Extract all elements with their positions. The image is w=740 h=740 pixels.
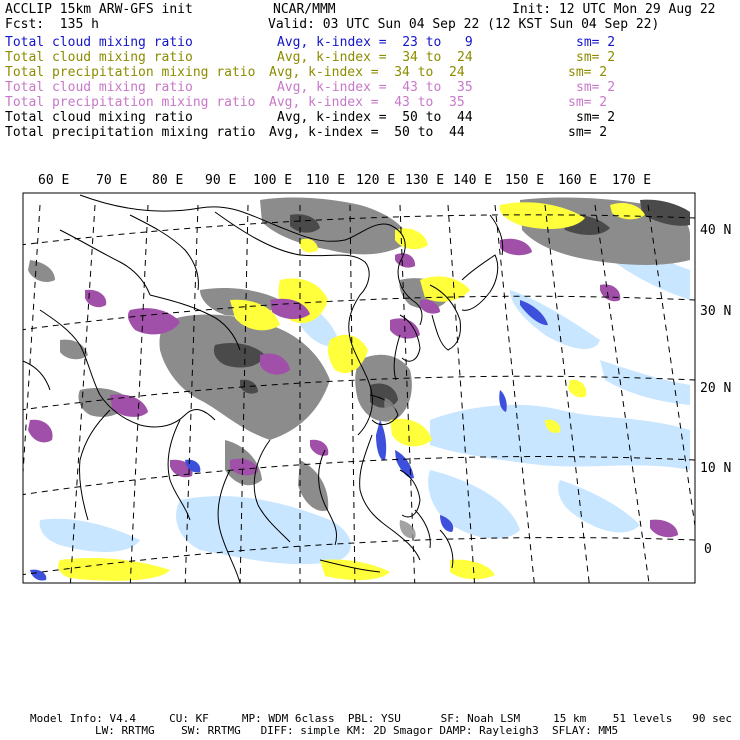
field-name: Total precipitation mixing ratio [5,65,256,80]
lon-label: 160 E [558,173,598,188]
model-info: Model Info: V4.4 CU: KF MP: WDM 6class PBL: YSU SF: Noah LSM 15 km 51 levels 90 sec [30,712,732,725]
org-label: NCAR/MMM [273,2,336,17]
field-sm: sm= 2 [576,35,616,50]
field-name: Total cloud mixing ratio [5,50,193,65]
lat-label: 20 N [700,381,732,396]
field-avg: Avg, k-index = 43 to 35 [277,80,473,95]
field-name: Total cloud mixing ratio [5,110,193,125]
field-avg: Avg, k-index = 50 to 44 [277,110,473,125]
field-name: Total precipitation mixing ratio [5,125,256,140]
lat-label: 0 [704,542,712,557]
field-sm: sm= 2 [568,95,608,110]
lon-label: 100 E [253,173,293,188]
lon-label: 130 E [405,173,445,188]
field-sm: sm= 2 [568,65,608,80]
lat-label: 10 N [700,461,732,476]
field-sm: sm= 2 [568,125,608,140]
field-avg: Avg, k-index = 34 to 24 [269,65,465,80]
physics-info: LW: RRTMG SW: RRTMG DIFF: simple KM: 2D Smagor DAMP: Rayleigh3 SFLAY: MM5 [95,724,619,737]
lon-label: 70 E [96,173,128,188]
field-name: Total cloud mixing ratio [5,35,193,50]
field-avg: Avg, k-index = 34 to 24 [277,50,473,65]
model-title: ACCLIP 15km ARW-GFS init [5,2,193,17]
lon-label: 60 E [38,173,70,188]
field-sm: sm= 2 [576,50,616,65]
field-avg: Avg, k-index = 50 to 44 [269,125,465,140]
lon-label: 110 E [306,173,346,188]
valid-time: Valid: 03 UTC Sun 04 Sep 22 (12 KST Sun 04 Sep 22) [268,17,660,32]
field-avg: Avg, k-index = 23 to 9 [277,35,473,50]
field-sm: sm= 2 [576,110,616,125]
field-name: Total cloud mixing ratio [5,80,193,95]
field-name: Total precipitation mixing ratio [5,95,256,110]
lon-label: 120 E [356,173,396,188]
lon-label: 140 E [453,173,493,188]
lon-label: 150 E [505,173,545,188]
lon-label: 90 E [205,173,237,188]
field-sm: sm= 2 [576,80,616,95]
lat-label: 30 N [700,304,732,319]
lon-label: 80 E [152,173,184,188]
forecast-hour: Fcst: 135 h [5,17,99,32]
field-avg: Avg, k-index = 43 to 35 [269,95,465,110]
init-time: Init: 12 UTC Mon 29 Aug 22 [512,2,716,17]
lat-label: 40 N [700,223,732,238]
lon-label: 170 E [612,173,652,188]
yellow-cloud-layer [58,202,645,581]
